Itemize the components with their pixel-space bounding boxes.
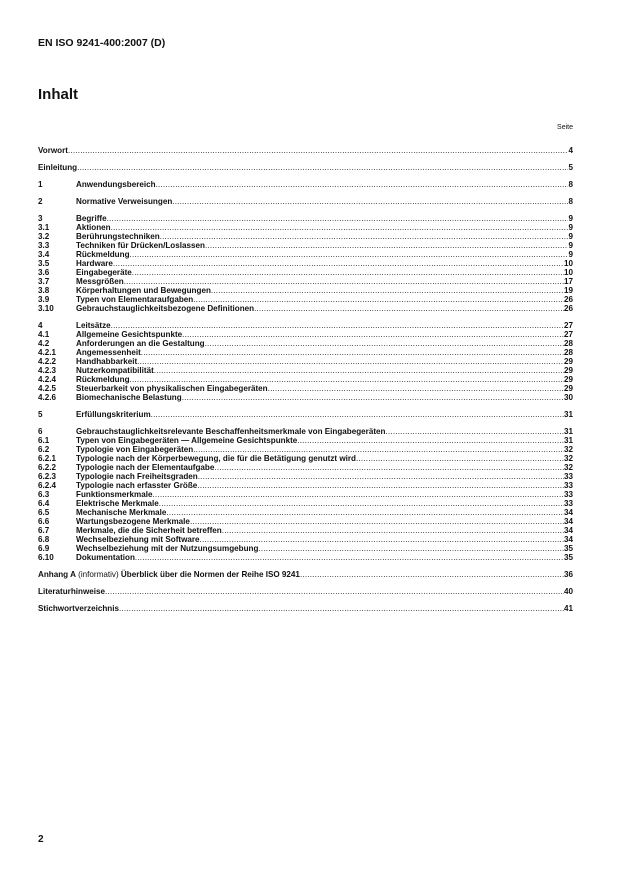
toc-entry-title: Wechselbeziehung mit der Nutzungsumgebung	[76, 544, 259, 553]
toc-entry[interactable]	[38, 232, 573, 241]
document-id: EN ISO 9241-400:2007 (D)	[38, 37, 166, 49]
toc-entry[interactable]	[38, 410, 573, 419]
toc-entry-number: 3.1	[38, 223, 50, 232]
toc-dot-leader	[77, 163, 568, 172]
toc-entry-page: 29	[563, 384, 573, 393]
toc-dot-leader	[200, 535, 564, 544]
toc-entry[interactable]	[38, 535, 573, 544]
toc-entry[interactable]	[38, 454, 573, 463]
toc-entry[interactable]	[38, 436, 573, 445]
toc-dot-leader	[214, 463, 564, 472]
toc-entry-page: 40	[563, 587, 573, 596]
toc-entry-page: 32	[563, 463, 573, 472]
toc-dot-leader	[182, 330, 564, 339]
toc-entry-page: 10	[563, 259, 573, 268]
toc-entry[interactable]	[38, 214, 573, 223]
toc-dot-leader	[356, 454, 564, 463]
toc-dot-leader	[156, 180, 569, 189]
toc-entry-title: Typen von Eingabegeräten — Allgemeine Gesichtspunkte	[76, 436, 298, 445]
toc-entry-title: Rückmeldung	[76, 250, 130, 259]
toc-dot-leader	[152, 490, 564, 499]
toc-entry[interactable]	[38, 544, 573, 553]
toc-entry-number: 4	[38, 321, 43, 330]
toc-entry-number: 6.7	[38, 526, 50, 535]
toc-entry-title: Biomechanische Belastung	[76, 393, 182, 402]
toc-dot-leader	[141, 348, 564, 357]
toc-entry-page: 19	[563, 286, 573, 295]
toc-entry-page: 35	[563, 553, 573, 562]
toc-dot-leader	[166, 508, 564, 517]
toc-dot-leader	[135, 553, 564, 562]
toc-entry-page: 31	[563, 436, 573, 445]
toc-entry-number: 4.2	[38, 339, 50, 348]
toc-entry-title: Körperhaltungen und Bewegungen	[76, 286, 211, 295]
toc-dot-leader	[300, 570, 564, 579]
toc-entry-title: Typologie nach der Körperbewegung, die für die Betätigung genutzt wird	[76, 454, 356, 463]
toc-entry-page: 9	[568, 232, 573, 241]
toc-entry-title: Typen von Elementaraufgaben	[76, 295, 194, 304]
toc-dot-leader	[137, 357, 564, 366]
toc-entry-page: 31	[563, 410, 573, 419]
toc-entry[interactable]	[38, 197, 573, 206]
toc-entry-title: Anforderungen an die Gestaltung	[76, 339, 205, 348]
toc-dot-leader	[154, 366, 564, 375]
toc-entry-number: 6.10	[38, 553, 54, 562]
toc-entry-number: 3.10	[38, 304, 54, 313]
toc-entry-page: 33	[563, 499, 573, 508]
toc-dot-leader	[130, 375, 564, 384]
toc-entry-page: 29	[563, 366, 573, 375]
toc-entry-number: 4.2.4	[38, 375, 57, 384]
toc-entry-page: 9	[568, 223, 573, 232]
toc-entry-title: Funktionsmerkmale	[76, 490, 153, 499]
toc-entry-number: 3.8	[38, 286, 50, 295]
toc-entry[interactable]	[38, 526, 573, 535]
toc-dot-leader	[182, 393, 564, 402]
toc-entry[interactable]	[38, 348, 573, 357]
toc-dot-leader	[197, 481, 564, 490]
toc-dot-leader	[132, 268, 564, 277]
toc-entry-page: 27	[563, 321, 573, 330]
toc-dot-leader	[193, 445, 564, 454]
toc-entry-title: Wechselbeziehung mit Software	[76, 535, 200, 544]
toc-dot-leader	[119, 604, 564, 613]
toc-entry[interactable]	[38, 357, 573, 366]
toc-entry-number: 3.3	[38, 241, 50, 250]
toc-entry-page: 29	[563, 375, 573, 384]
toc-spacer	[38, 206, 573, 214]
toc-entry-number: 3	[38, 214, 43, 223]
toc-entry-title: Erfüllungskriterium	[76, 410, 151, 419]
toc-entry-page: 31	[563, 427, 573, 436]
toc-entry[interactable]	[38, 472, 573, 481]
toc-entry-title: Aktionen	[76, 223, 111, 232]
toc-dot-leader	[111, 223, 569, 232]
toc-entry-title: Typologie nach der Elementaufgabe	[76, 463, 215, 472]
toc-entry-number: 6.8	[38, 535, 50, 544]
toc-dot-leader	[385, 427, 564, 436]
toc-entry-title: Techniken für Drücken/Loslassen	[76, 241, 205, 250]
toc-dot-leader	[198, 472, 564, 481]
toc-entry-number: 3.7	[38, 277, 50, 286]
toc-entry-title: Typologie nach Freiheitsgraden	[76, 472, 198, 481]
toc-entry-number: 6	[38, 427, 43, 436]
toc-entry-title: Messgrößen	[76, 277, 124, 286]
toc-entry-number: 6.5	[38, 508, 50, 517]
page-column-label: Seite	[557, 124, 573, 131]
toc-dot-leader	[68, 146, 569, 155]
toc-spacer	[38, 596, 573, 604]
page-number: 2	[38, 834, 44, 845]
toc-spacer	[38, 402, 573, 410]
toc-dot-leader	[190, 517, 564, 526]
toc-entry-page: 34	[563, 517, 573, 526]
toc-dot-leader	[268, 384, 564, 393]
toc-dot-leader	[172, 197, 568, 206]
toc-spacer	[38, 419, 573, 427]
toc-dot-leader	[222, 526, 564, 535]
toc-spacer	[38, 579, 573, 587]
toc-entry-page: 8	[568, 180, 573, 189]
toc-entry-title: Dokumentation	[76, 553, 135, 562]
toc-entry[interactable]	[38, 375, 573, 384]
toc-entry[interactable]	[38, 445, 573, 454]
toc-entry-title: Literaturhinweise	[38, 587, 106, 596]
toc-entry-page: 4	[568, 146, 573, 155]
toc-entry-title: Angemessenheit	[76, 348, 141, 357]
toc-entry[interactable]	[38, 463, 573, 472]
toc-entry-page: 34	[563, 508, 573, 517]
toc-entry-number: 6.6	[38, 517, 50, 526]
toc-entry-title: Normative Verweisungen	[76, 197, 173, 206]
toc-entry[interactable]	[38, 427, 573, 436]
toc-entry-number: 4.1	[38, 330, 50, 339]
toc-entry-title: Hardware	[76, 259, 113, 268]
toc-entry-title: Wartungsbezogene Merkmale	[76, 517, 190, 526]
toc-entry-page: 9	[568, 250, 573, 259]
toc-entry-page: 32	[563, 445, 573, 454]
toc-entry-title: Handhabbarkeit	[76, 357, 138, 366]
toc-entry[interactable]	[38, 163, 573, 172]
toc-dot-leader	[107, 214, 569, 223]
toc-entry-page: 35	[563, 544, 573, 553]
toc-entry-title: Typologie nach erfasster Größe	[76, 481, 198, 490]
toc-entry-page: 36	[563, 570, 573, 579]
toc-entry-title: Vorwort	[38, 146, 68, 155]
toc-entry-title: Typologie von Eingabegeräten	[76, 445, 194, 454]
toc-dot-leader	[193, 295, 564, 304]
toc-entry-page: 26	[563, 295, 573, 304]
toc-entry[interactable]	[38, 393, 573, 402]
toc-entry[interactable]	[38, 146, 573, 155]
toc-entry[interactable]	[38, 570, 573, 579]
toc-entry-title: Elektrische Merkmale	[76, 499, 159, 508]
toc-entry[interactable]	[38, 304, 573, 313]
toc-entry-page: 26	[563, 304, 573, 313]
table-of-contents	[38, 146, 573, 613]
toc-entry-number: 4.2.5	[38, 384, 57, 393]
toc-spacer	[38, 189, 573, 197]
toc-dot-leader	[105, 587, 564, 596]
toc-entry-title: Steuerbarkeit von physikalischen Eingabegeräten	[76, 384, 268, 393]
toc-dot-leader	[211, 286, 564, 295]
toc-entry-title: Nutzerkompatibilität	[76, 366, 154, 375]
toc-entry-number: 4.2.1	[38, 348, 57, 357]
toc-dot-leader	[297, 436, 564, 445]
toc-entry-page: 27	[563, 330, 573, 339]
toc-entry-title: Anhang A (informativ) Überblick über die Normen der Reihe ISO 9241	[38, 570, 300, 579]
toc-entry[interactable]	[38, 499, 573, 508]
toc-entry-number: 3.9	[38, 295, 50, 304]
toc-entry[interactable]	[38, 321, 573, 330]
toc-entry-number: 3.2	[38, 232, 50, 241]
toc-entry-number: 6.4	[38, 499, 50, 508]
toc-entry-number: 6.9	[38, 544, 50, 553]
toc-entry-page: 17	[563, 277, 573, 286]
toc-entry-page: 32	[563, 454, 573, 463]
toc-entry-page: 30	[563, 393, 573, 402]
toc-dot-leader	[258, 544, 564, 553]
toc-entry-page: 33	[563, 472, 573, 481]
toc-entry[interactable]	[38, 259, 573, 268]
toc-entry[interactable]	[38, 277, 573, 286]
toc-entry-number: 6.2.4	[38, 481, 57, 490]
toc-dot-leader	[205, 339, 564, 348]
toc-entry-page: 29	[563, 357, 573, 366]
toc-dot-leader	[159, 499, 564, 508]
toc-entry-title: Leitsätze	[76, 321, 111, 330]
toc-spacer	[38, 172, 573, 180]
toc-entry-number: 6.2	[38, 445, 50, 454]
toc-entry-page: 5	[568, 163, 573, 172]
toc-dot-leader	[111, 321, 564, 330]
toc-dot-leader	[160, 232, 569, 241]
toc-entry[interactable]	[38, 286, 573, 295]
toc-entry-title: Berührungstechniken	[76, 232, 160, 241]
toc-entry-number: 3.4	[38, 250, 50, 259]
toc-entry-title: Eingabegeräte	[76, 268, 132, 277]
toc-entry-title: Gebrauchstauglichkeitsrelevante Beschaffenheitsmerkmale von Eingabegeräten	[76, 427, 386, 436]
toc-entry[interactable]	[38, 517, 573, 526]
toc-entry[interactable]	[38, 295, 573, 304]
toc-entry-number: 4.2.2	[38, 357, 57, 366]
toc-entry[interactable]	[38, 384, 573, 393]
toc-entry-number: 6.1	[38, 436, 50, 445]
toc-dot-leader	[205, 241, 569, 250]
toc-entry[interactable]	[38, 490, 573, 499]
toc-entry-page: 34	[563, 535, 573, 544]
toc-entry[interactable]	[38, 241, 573, 250]
toc-entry-title: Rückmeldung	[76, 375, 130, 384]
toc-entry-page: 9	[568, 241, 573, 250]
toc-entry-page: 8	[568, 197, 573, 206]
toc-entry-number: 6.3	[38, 490, 50, 499]
toc-entry[interactable]	[38, 223, 573, 232]
toc-dot-leader	[151, 410, 564, 419]
toc-entry[interactable]	[38, 250, 573, 259]
toc-entry-number: 6.2.2	[38, 463, 57, 472]
toc-entry-title: Merkmale, die die Sicherheit betreffen	[76, 526, 222, 535]
toc-entry-page: 41	[563, 604, 573, 613]
toc-entry-page: 33	[563, 481, 573, 490]
toc-dot-leader	[254, 304, 564, 313]
toc-entry-title: Stichwortverzeichnis	[38, 604, 119, 613]
toc-entry[interactable]	[38, 268, 573, 277]
toc-entry-number: 3.6	[38, 268, 50, 277]
toc-entry-number: 2	[38, 197, 43, 206]
toc-spacer	[38, 155, 573, 163]
toc-entry-title: Einleitung	[38, 163, 78, 172]
toc-dot-leader	[130, 250, 569, 259]
toc-spacer	[38, 313, 573, 321]
toc-dot-leader	[124, 277, 564, 286]
toc-entry-title: Gebrauchstauglichkeitsbezogene Definitionen	[76, 304, 255, 313]
toc-entry-number: 4.2.3	[38, 366, 57, 375]
toc-entry-number: 4.2.6	[38, 393, 57, 402]
toc-entry-title: Anwendungsbereich	[76, 180, 156, 189]
toc-entry[interactable]	[38, 553, 573, 562]
toc-entry-page: 33	[563, 490, 573, 499]
toc-entry[interactable]	[38, 366, 573, 375]
page-title: Inhalt	[38, 86, 78, 103]
toc-entry-title: Allgemeine Gesichtspunkte	[76, 330, 183, 339]
toc-entry[interactable]	[38, 481, 573, 490]
toc-entry[interactable]	[38, 339, 573, 348]
toc-entry-title: Mechanische Merkmale	[76, 508, 167, 517]
toc-entry[interactable]	[38, 587, 573, 596]
toc-entry-number: 6.2.3	[38, 472, 57, 481]
toc-entry-number: 6.2.1	[38, 454, 57, 463]
toc-entry[interactable]	[38, 508, 573, 517]
toc-entry-page: 10	[563, 268, 573, 277]
toc-entry[interactable]	[38, 330, 573, 339]
toc-spacer	[38, 562, 573, 570]
toc-entry-number: 1	[38, 180, 43, 189]
toc-entry-number: 5	[38, 410, 43, 419]
toc-entry-number: 3.5	[38, 259, 50, 268]
toc-entry-page: 28	[563, 339, 573, 348]
toc-dot-leader	[113, 259, 564, 268]
toc-entry-page: 9	[568, 214, 573, 223]
toc-entry-title: Begriffe	[76, 214, 107, 223]
toc-entry[interactable]	[38, 604, 573, 613]
toc-entry-page: 28	[563, 348, 573, 357]
toc-entry-page: 34	[563, 526, 573, 535]
toc-entry[interactable]	[38, 180, 573, 189]
